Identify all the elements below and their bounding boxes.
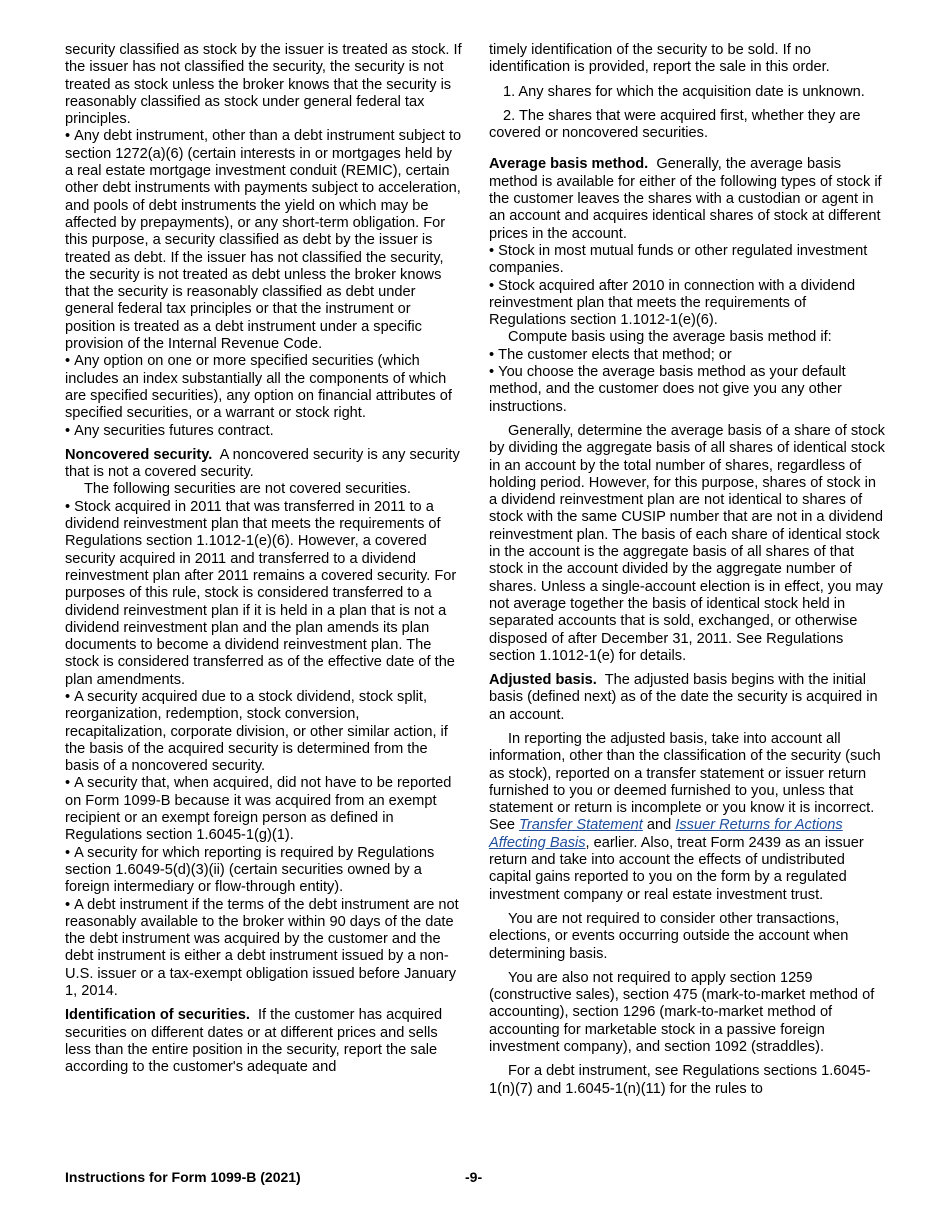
bullet-mutual-funds: • Stock in most mutual funds or other regulated investment companies. bbox=[489, 243, 885, 278]
bullet-debt-instrument: • Any debt instrument, other than a debt instrument subject to section 1272(a)(6) (certain interests in or mortgages held by a real estate mortgage investment conduit (REMIC), certain other debt instruments with payments subject to acceleration, and pools of debt instruments the yield on which may be affected by prepayments), or any short-term obligation. For this purpose, a security classified as debt by the issuer is treated as debt. If the issuer has not classified the security, the security is not treated as debt unless the broker knows that the security is reasonably classified as debt under general federal tax principles or that the instrument or position is treated as a debt instrument under a specific provision of the Internal Revenue Code. bbox=[65, 128, 462, 353]
adjusted-basis-section bbox=[489, 672, 885, 724]
paragraph: timely identification of the security to be sold. If no identification is provided, report the sale in this order. bbox=[489, 42, 830, 76]
bullet-futures: • Any securities futures contract. bbox=[65, 423, 462, 440]
footer-page-number: -9- bbox=[465, 1169, 483, 1185]
paragraph: You are not required to consider other transactions, elections, or events occurring outside the account when determining basis. bbox=[489, 910, 849, 962]
link-issuer-returns[interactable]: Issuer Returns for Actions Affecting Basis bbox=[489, 817, 843, 851]
paragraph: security classified as stock by the issuer is treated as stock. If the issuer has not classified the security, the security is not treated as stock unless the broker knows that the security is reasonably classified as stock under general federal tax principles. bbox=[65, 42, 462, 128]
bullet-option: • Any option on one or more specified securities (which includes an index substantially all the components of which are specified securities), any option on financial attributes of specified securities, or a warrant or stock right. bbox=[65, 353, 462, 422]
paragraph: Compute basis using the average basis method if: bbox=[508, 329, 832, 346]
paragraph: For a debt instrument, see Regulations sections 1.6045-1(n)(7) and 1.6045-1(n)(11) for the rules to bbox=[489, 1063, 871, 1097]
bullet-exempt-recipient: • A security that, when acquired, did not have to be reported on Form 1099-B because it was acquired from an exempt recipient or an exempt foreign person as defined in Regulations section 1.6045-1(g)(1). bbox=[65, 775, 462, 844]
noncovered-heading: Noncovered security. bbox=[65, 446, 213, 463]
left-column bbox=[65, 42, 462, 1077]
adjusted-basis-heading: Adjusted basis. bbox=[489, 672, 597, 689]
paragraph: The following securities are not covered securities. bbox=[84, 481, 411, 498]
identification-heading: Identification of securities. bbox=[65, 1007, 250, 1024]
identification-section bbox=[65, 1007, 462, 1076]
link-transfer-statement[interactable]: Transfer Statement bbox=[519, 817, 643, 834]
right-column bbox=[489, 42, 885, 1098]
bullet-stock-dividend: • A security acquired due to a stock dividend, stock split, reorganization, redemption, stock conversion, recapitalization, corporate division, or other similar action, if the basis of the acquired security is determined from the basis of a noncovered security. bbox=[65, 689, 462, 775]
adjusted-basis-text: The adjusted basis begins with the initial basis (defined next) as of the date the security is acquired in an account. bbox=[489, 672, 878, 723]
bullet-customer-elects: • The customer elects that method; or bbox=[489, 347, 885, 364]
noncovered-text: A noncovered security is any security that is not a covered security. bbox=[65, 446, 460, 481]
paragraph: You are also not required to apply section 1259 (constructive sales), section 475 (mark-to-market method of accounting), section 1296 (mark-to-market method of accounting for marketable stock in a passive foreign investment company), and section 1092 (straddles). bbox=[489, 969, 875, 1056]
identification-text: If the customer has acquired securities on different dates or at different prices and sells less than the entire position in the security, report the sale according to the customer's adequate and bbox=[65, 1007, 443, 1076]
footer-form-title: Instructions for Form 1099-B (2021) bbox=[65, 1169, 301, 1185]
numbered-item-1: 1. Any shares for which the acquisition date is unknown. bbox=[503, 83, 865, 100]
text-run: , earlier. Also, treat Form 2439 as an issuer return and take into account the effects of undistributed capital gains reported to you on the form by a regulated investment company or real estate investment trust. bbox=[489, 834, 864, 903]
noncovered-section bbox=[65, 447, 462, 482]
average-basis-heading: Average basis method. bbox=[489, 156, 649, 173]
numbered-item-2: 2. The shares that were acquired first, whether they are covered or noncovered securities. bbox=[489, 107, 861, 142]
bullet-drip-stock: • Stock acquired in 2011 that was transferred in 2011 to a dividend reinvestment plan that meets the requirements of Regulations section 1.1012-1(e)(6). However, a covered security acquired in 2011 and transferred to a dividend reinvestment plan after 2011 remains a covered security. For purposes of this rule, stock is considered transferred to a dividend reinvestment plan if it is held in a plan that is not a dividend reinvestment plan and the plan amends its plan documents to become a dividend reinvestment plan. The stock is considered transferred as of the effective date of the plan amendments. bbox=[65, 499, 462, 689]
paragraph: Generally, determine the average basis of a share of stock by dividing the aggregate basis of all shares of identical stock in an account by the total number of shares, regardless of holding period. However, for this purpose, shares of stock in a dividend reinvestment plan are not identical to shares of stock with the same CUSIP number that are not in a dividend reinvestment plan. The basis of each share of identical stock in the account is the aggregate basis of all shares of that stock in the account divided by the aggregate number of shares. Unless a single-account election is in effect, you may not average together the basis of identical stock held in separated accounts that is sold, exchanged, or otherwise disposed of after December 31, 2011. See Regulations section 1.1012-1(e) for details. bbox=[489, 422, 885, 664]
bullet-debt-terms: • A debt instrument if the terms of the debt instrument are not reasonably available to the broker within 90 days of the date the debt instrument was acquired by the customer and the debt instrument is either a debt instrument issued by a non-U.S. issuer or a tax-exempt obligation issued before January 1, 2014. bbox=[65, 897, 462, 1001]
text-run: In reporting the adjusted basis, take into account all information, other than the classification of the security (such as stock), reported on a transfer statement or issuer return furnished to you or deemed furnished to you, unless that statement or return is incomplete or you know it is incorrect. See bbox=[489, 730, 881, 834]
average-basis-text: Generally, the average basis method is available for either of the following types of stock if the customer leaves the shares with a custodian or agent in an account and acquires identical shares of stock at different prices in the account. bbox=[489, 156, 882, 242]
bullet-default-method: • You choose the average basis method as your default method, and the customer does not give you any other instructions. bbox=[489, 364, 885, 416]
paragraph bbox=[489, 731, 885, 904]
text-run: and bbox=[642, 817, 676, 834]
bullet-foreign-intermediary: • A security for which reporting is required by Regulations section 1.6049-5(d)(3)(ii) (certain securities owned by a foreign intermediary or flow-through entity). bbox=[65, 845, 462, 897]
average-basis-section bbox=[489, 156, 885, 242]
bullet-drip-after-2010: • Stock acquired after 2010 in connection with a dividend reinvestment plan that meets the requirements of Regulations section 1.1012-1(e)(6). bbox=[489, 278, 885, 330]
